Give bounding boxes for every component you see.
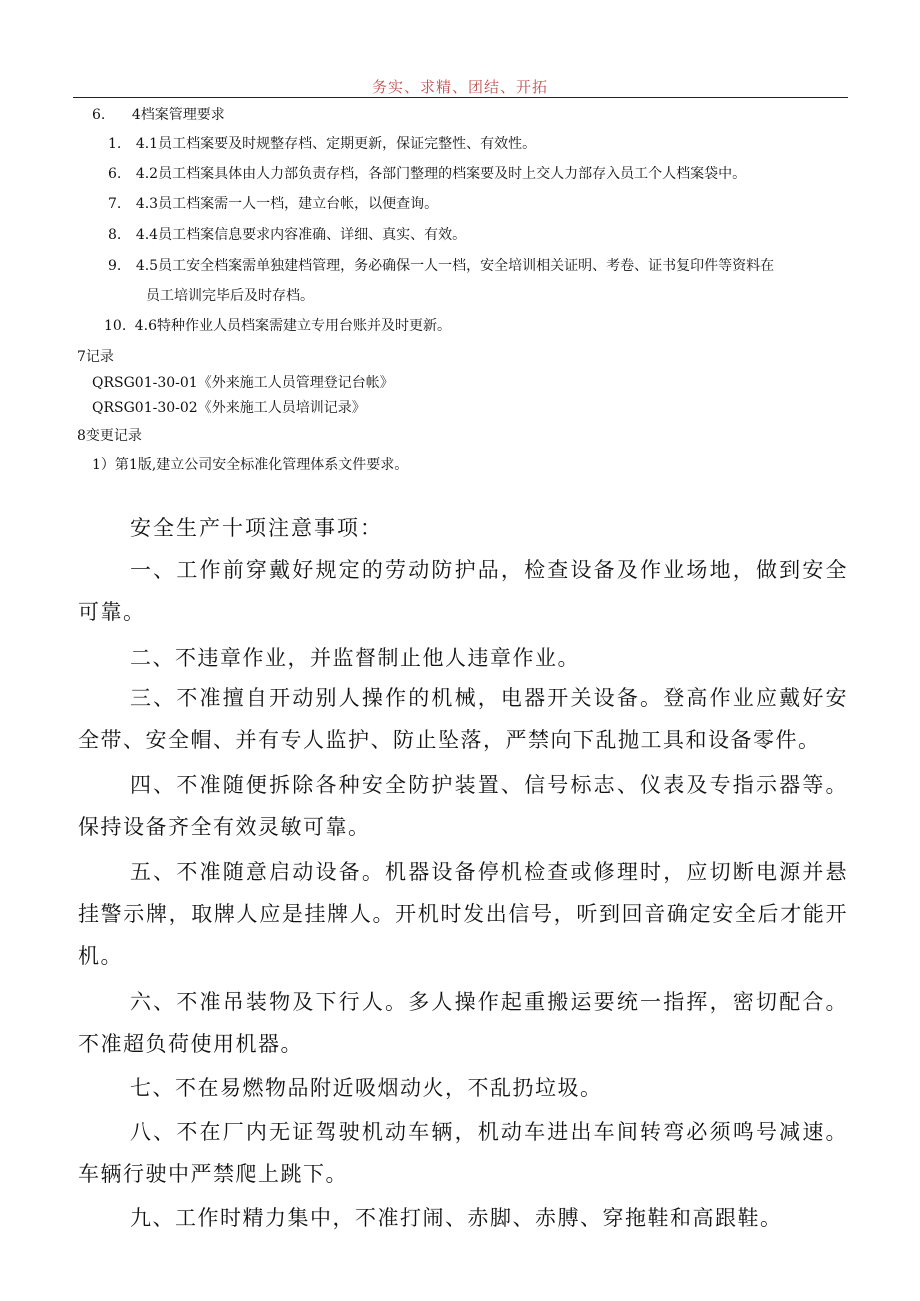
safety-title: 安全生产十项注意事项：: [130, 516, 383, 540]
safety-item: 九、工作时精力集中，不准打闹、赤脚、赤膊、穿拖鞋和高跟鞋。: [130, 1206, 783, 1230]
list-item-text: 4.1员工档案要及时规整存档、定期更新，保证完整性、有效性。: [135, 136, 537, 152]
header-divider: [73, 97, 848, 98]
list-item: [108, 257, 774, 275]
records-heading: 7记录: [77, 349, 114, 365]
safety-item: 六、不准吊装物及下行人。多人操作起重搬运要统一指挥，密切配合。不准超负荷使用机器。: [78, 990, 848, 1056]
list-item-text: 4.3员工档案需一人一档，建立台帐，以便查询。: [135, 196, 439, 212]
record-item: QRSG01-30-02《外来施工人员培训记录》: [92, 400, 366, 416]
change-log-heading: 8变更记录: [77, 428, 142, 444]
safety-item: 五、不准随意启动设备。机器设备停机检查或修理时，应切断电源并悬挂警示牌，取牌人应是挂牌人。开机时发出信号，听到回音确定安全后才能开机。: [78, 860, 848, 968]
safety-item: 三、不准擅自开动别人操作的机械，电器开关设备。登高作业应戴好安全带、安全帽、并有专人监护、防止坠落，严禁向下乱抛工具和设备零件。: [78, 686, 848, 752]
list-item: [108, 135, 536, 153]
list-item: [108, 226, 466, 244]
list-number: 10.: [104, 318, 127, 334]
list-number: 6.: [92, 107, 106, 123]
list-item-continuation: 员工培训完毕后及时存档。: [146, 288, 314, 304]
record-item: QRSG01-30-01《外来施工人员管理登记台帐》: [92, 375, 394, 391]
safety-item: 七、不在易燃物品附近吸烟动火，不乱扔垃圾。: [130, 1076, 603, 1100]
list-number: 1.: [108, 136, 122, 152]
list-number: 8.: [108, 227, 122, 243]
header-motto: 务实、求精、团结、开拓: [371, 78, 548, 96]
archive-section-title: [92, 106, 225, 124]
list-item: [104, 317, 451, 335]
list-item-text: 4.6特种作业人员档案需建立专用台账并及时更新。: [134, 318, 451, 334]
change-log-item: 1）第1版,建立公司安全标准化管理体系文件要求。: [92, 457, 409, 473]
section-title-text: 4档案管理要求: [131, 107, 225, 123]
list-item-text: 4.5员工安全档案需单独建档管理，务必确保一人一档，安全培训相关证明、考卷、证书复印件等资料在: [135, 258, 775, 274]
safety-item: 八、不在厂内无证驾驶机动车辆，机动车进出车间转弯必须鸣号减速。车辆行驶中严禁爬上跳下。: [78, 1120, 848, 1186]
list-number: 6.: [108, 166, 122, 182]
safety-item: 二、不违章作业，并监督制止他人违章作业。: [130, 646, 580, 670]
list-item-text: 4.2员工档案具体由人力部负责存档，各部门整理的档案要及时上交人力部存入员工个人档案袋中。: [135, 166, 747, 182]
list-number: 7.: [108, 196, 122, 212]
safety-item: 四、不准随便拆除各种安全防护装置、信号标志、仪表及专指示器等。保持设备齐全有效灵敏可靠。: [78, 773, 848, 839]
list-item: [108, 165, 746, 183]
safety-item: 一、工作前穿戴好规定的劳动防护品，检查设备及作业场地，做到安全可靠。: [78, 558, 848, 624]
list-item: [108, 195, 438, 213]
list-number: 9.: [108, 258, 122, 274]
list-item-text: 4.4员工档案信息要求内容准确、详细、真实、有效。: [135, 227, 467, 243]
